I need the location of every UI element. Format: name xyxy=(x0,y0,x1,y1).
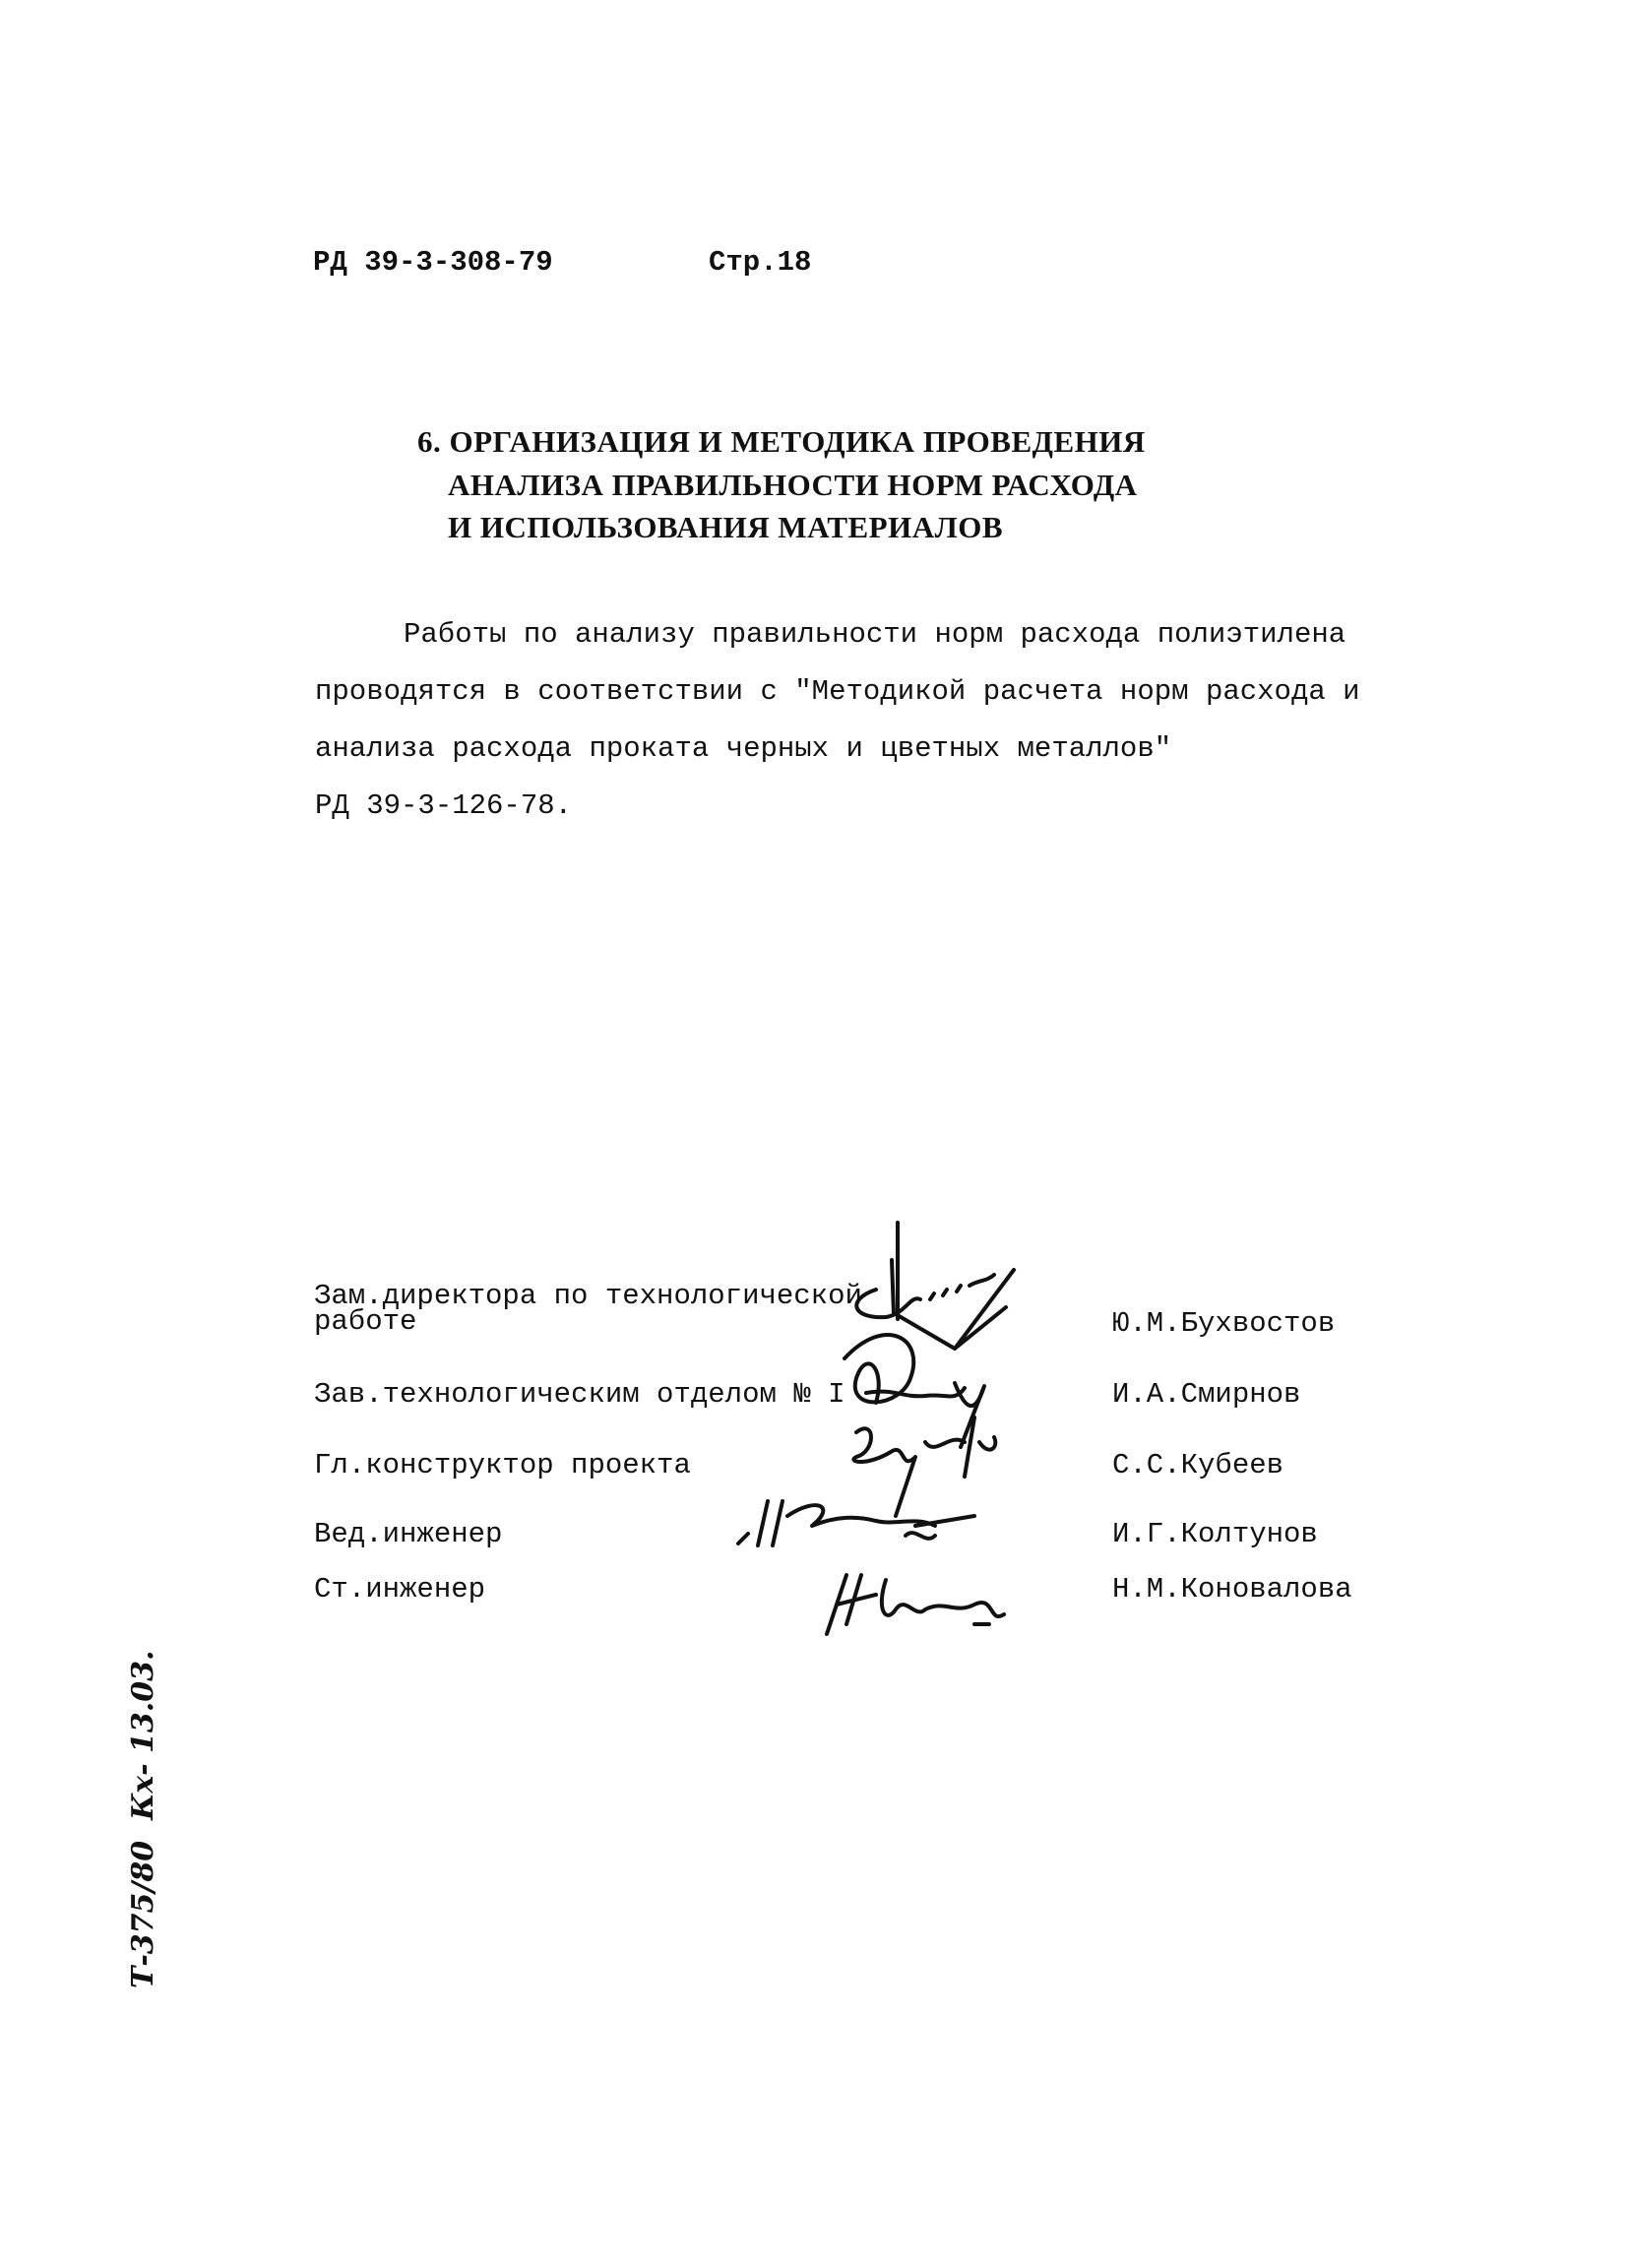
body-line: Работы по анализу правильности норм расхода полиэтилена xyxy=(404,618,1346,651)
signatory-position: Ст.инженер xyxy=(314,1573,486,1606)
signatory-name: Ю.М.Бухвостов xyxy=(1112,1307,1336,1340)
signatory-position: Зав.технологическим отделом № I xyxy=(314,1378,845,1411)
document-code: РД 39-3-308-79 xyxy=(313,246,553,279)
signatory-position: Вед.инженер xyxy=(314,1518,503,1550)
body-line: проводятся в соответствии с "Методикой расчета норм расхода и xyxy=(315,675,1360,708)
signatory-position: работе xyxy=(314,1305,417,1338)
body-line: РД 39-3-126-78. xyxy=(315,789,573,822)
signatory-name: Н.М.Коновалова xyxy=(1112,1573,1352,1606)
page-number: Стр.18 xyxy=(709,246,812,279)
signatory-position: Зам.директора по технологической xyxy=(314,1280,862,1312)
title-line: 6. ОРГАНИЗАЦИЯ И МЕТОДИКА ПРОВЕДЕНИЯ xyxy=(417,424,1146,459)
body-line: анализа расхода проката черных и цветных металлов" xyxy=(315,732,1172,765)
signatory-name: И.А.Смирнов xyxy=(1112,1378,1301,1411)
title-line: АНАЛИЗА ПРАВИЛЬНОСТИ НОРМ РАСХОДА xyxy=(448,468,1138,502)
title-line: И ИСПОЛЬЗОВАНИЯ МАТЕРИАЛОВ xyxy=(448,510,1004,544)
signatory-position: Гл.конструктор проекта xyxy=(314,1449,691,1481)
handwritten-signatures xyxy=(728,1221,1122,1644)
handwritten-margin-note: Т-375/80 Кх- 13.03. xyxy=(126,1650,160,1988)
signatory-name: С.С.Кубеев xyxy=(1112,1449,1284,1481)
signatory-name: И.Г.Колтунов xyxy=(1112,1518,1318,1550)
